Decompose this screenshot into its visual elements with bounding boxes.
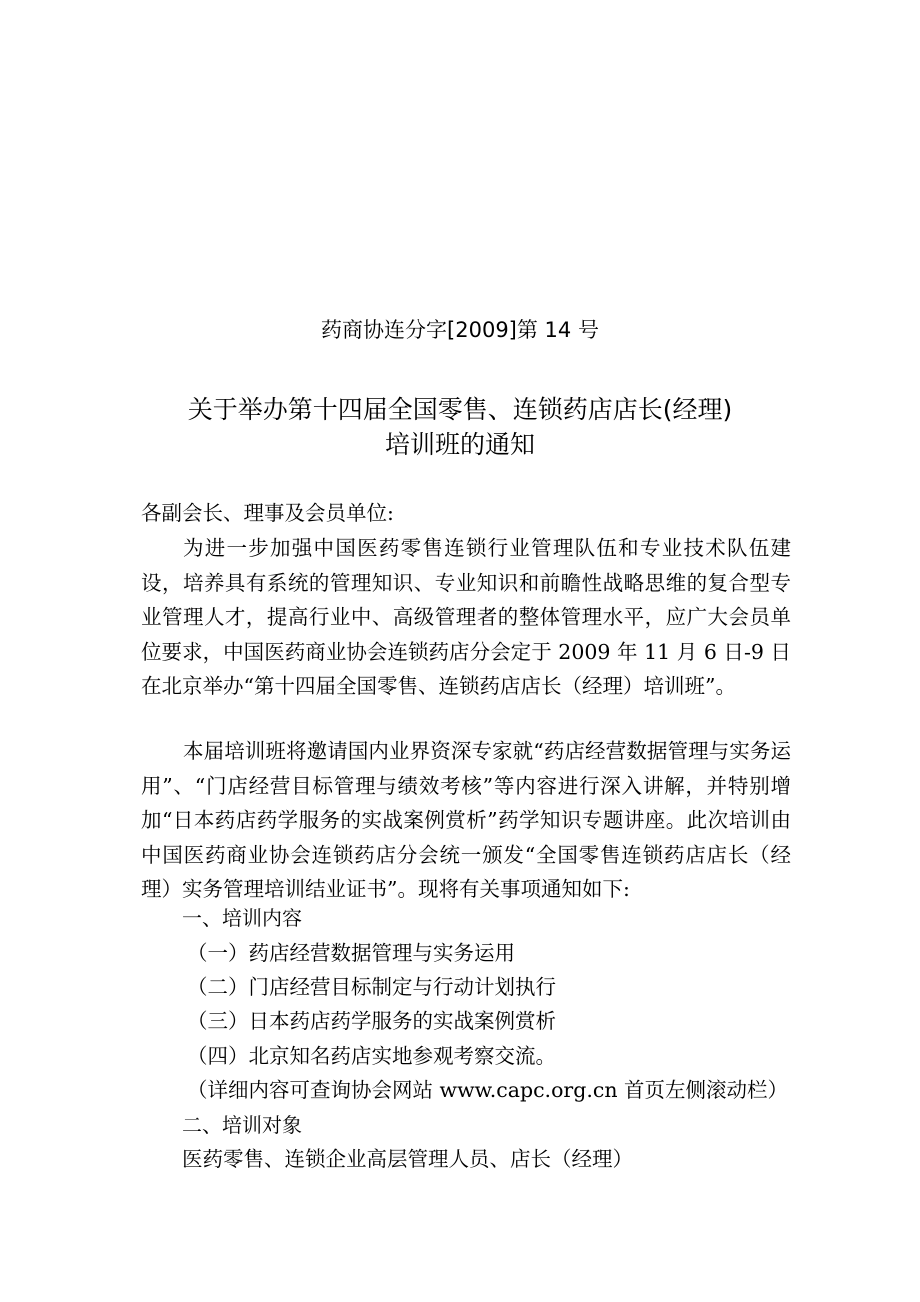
training-content-item: （一）药店经营数据管理与实务运用 xyxy=(187,941,515,965)
document-title-line-1: 关于举办第十四届全国零售、连锁药店店长(经理) xyxy=(187,395,733,424)
training-target-text: 医药零售、连锁企业高层管理人员、店长（经理） xyxy=(182,1147,633,1171)
training-content-note: （详细内容可查询协会网站 www.capc.org.cn 首页左侧滚动栏） xyxy=(187,1078,789,1102)
salutation: 各副会长、理事及会员单位: xyxy=(141,501,394,525)
section-heading-training-content: 一、培训内容 xyxy=(182,906,302,930)
training-content-item: （四）北京知名药店实地参观考察交流。 xyxy=(187,1044,556,1068)
training-content-item: （二）门店经营目标制定与行动计划执行 xyxy=(187,975,556,999)
document-number: 药商协连分字[2009]第 14 号 xyxy=(321,318,599,342)
section-heading-training-target: 二、培训对象 xyxy=(182,1113,302,1137)
document-title-line-2: 培训班的通知 xyxy=(384,430,535,459)
training-content-item: （三）日本药店药学服务的实战案例赏析 xyxy=(187,1009,556,1033)
paragraph-intro: 为进一步加强中国医药零售连锁行业管理队伍和专业技术队伍建设，培养具有系统的管理知识、专业知识和前瞻性战略思维的复合型专业管理人才，提高行业中、高级管理者的整体管理水平，应广大会员单位要求，中国医药商业协会连锁药店分会定于 2009 年 11 月 6 日-9 日在北京举办“第十四届全国零售、连锁药店店长（经理）培训班”。 xyxy=(141,536,791,698)
paragraph-details: 本届培训班将邀请国内业界资深专家就“药店经营数据管理与实务运用”、“门店经营目标管理与绩效考核”等内容进行深入讲解，并特别增加“日本药店药学服务的实战案例赏析”药学知识专题讲座。此次培训由中国医药商业协会连锁药店分会统一颁发“全国零售连锁药店店长（经理）实务管理培训结业证书”。现将有关事项通知如下: xyxy=(141,739,791,901)
